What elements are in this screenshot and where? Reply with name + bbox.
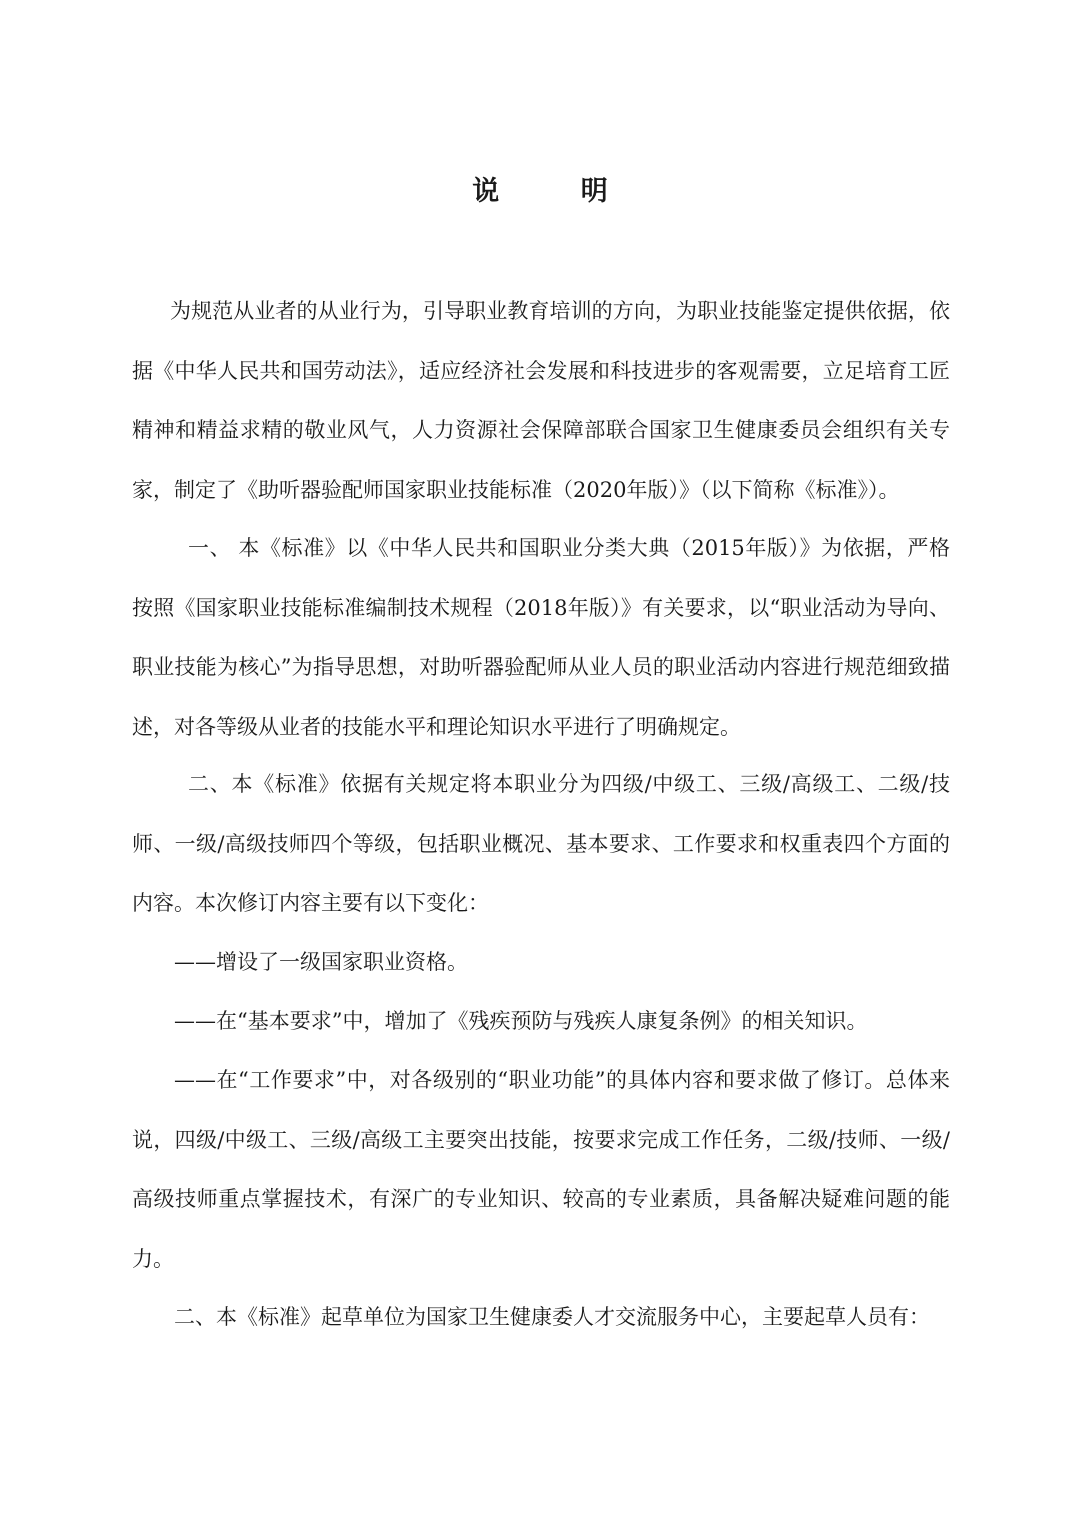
drafting-unit-paragraph: 二、本《标准》起草单位为国家卫生健康委人才交流服务中心，主要起草人员有： (174, 1305, 930, 1329)
section-two-paragraph: 二、本《标准》依据有关规定将本职业分为四级/中级工、三级/高级工、二级/技师、一级/高级技师四个等级，包括职业概况、基本要求、工作要求和权重表四个方面的内容。本次修订内容主要有以下变化： (132, 772, 950, 915)
intro-paragraph: 为规范从业者的从业行为，引导职业教育培训的方向，为职业技能鉴定提供依据，依据《中华人民共和国劳动法》，适应经济社会发展和科技进步的客观需要，立足培育工匠精神和精益求精的敬业风气，人力资源社会保障部联合国家卫生健康委员会组织有关专家，制定了《助听器验配师国家职业技能标准（2020年版）》（以下简称《标准》）。 (132, 299, 950, 502)
change-item-2: ——在“基本要求”中，增加了《残疾预防与残疾人康复条例》的相关知识。 (174, 1009, 868, 1033)
section-one-paragraph: 一、 本《标准》以《中华人民共和国职业分类大典（2015年版）》为依据，严格按照《国家职业技能标准编制技术规程（2018年版）》有关要求，以“职业活动为导向、职业技能为核心”为指导思想，对助听器验配师从业人员的职业活动内容进行规范细致描述，对各等级从业者的技能水平和理论知识水平进行了明确规定。 (132, 536, 950, 739)
change-item-3: ——在“工作要求”中，对各级别的“职业功能”的具体内容和要求做了修订。总体来说，四级/中级工、三级/高级工主要突出技能，按要求完成工作任务，二级/技师、一级/高级技师重点掌握技术，有深广的专业知识、较高的专业素质，具备解决疑难问题的能力。 (132, 1068, 950, 1271)
page-title: 说 明 (472, 176, 644, 207)
change-item-1: ——增设了一级国家职业资格。 (174, 950, 468, 974)
